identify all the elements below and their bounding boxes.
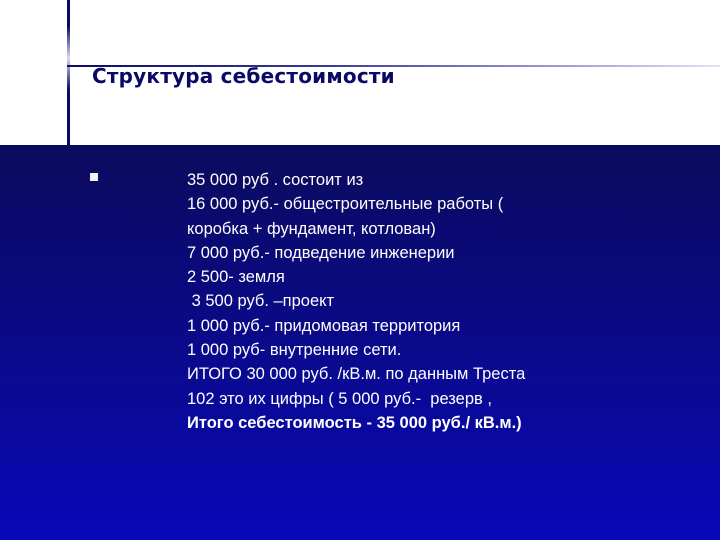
content-line: 102 это их цифры ( 5 000 руб.- резерв ,: [187, 389, 492, 408]
content-line: 7 000 руб.- подведение инженерии: [187, 243, 455, 262]
title-area: [0, 0, 720, 145]
content-line: ИТОГО 30 000 руб. /кВ.м. по данным Треста: [187, 365, 526, 384]
content-line: 16 000 руб.- общестроительные работы (: [187, 195, 504, 214]
content-line: 3 500 руб. –проект: [187, 292, 335, 311]
content-line: 1 000 руб- внутренние сети.: [187, 341, 402, 360]
content-line: 2 500- земля: [187, 268, 285, 287]
content-line: коробка + фундамент, котлован): [187, 219, 436, 238]
content-line: 35 000 руб . состоит из: [187, 171, 364, 189]
bullet-text-block: [187, 168, 697, 435]
slide-title: Структура себестоимости: [92, 64, 395, 88]
summary-line: Итого себестоимость - 35 000 руб./ кВ.м.): [187, 413, 522, 432]
vertical-divider: [67, 0, 70, 145]
content-line: 1 000 руб.- придомовая территория: [187, 316, 461, 335]
square-bullet-icon: [90, 173, 98, 181]
